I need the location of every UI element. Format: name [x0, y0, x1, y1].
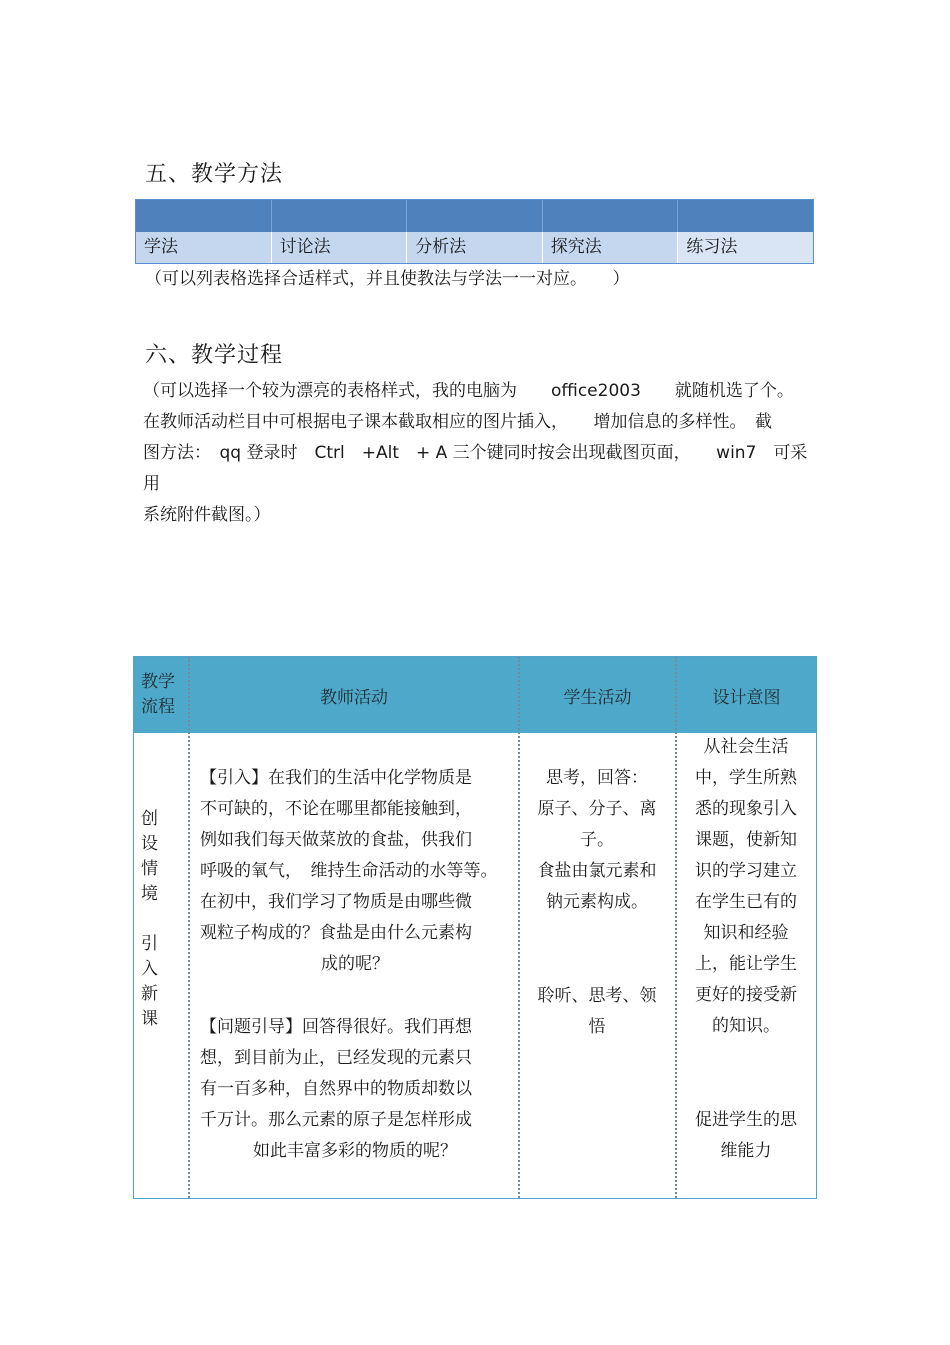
student-activity-listen [526, 981, 668, 1043]
flow-char: 境 [141, 884, 158, 904]
flow-char: 引 [141, 934, 158, 954]
process-note-line: 在教师活动栏目中可根据电子课本截取相应的图片插入， 增加信息的多样性。 截 [143, 412, 772, 432]
text-line: 课题，使新知 [695, 830, 797, 850]
flow-char: 情 [141, 859, 158, 879]
text-line: 在学生已有的 [695, 892, 797, 912]
method-cell: 分析法 [407, 232, 543, 263]
process-note-line: 系统附件截图。） [143, 505, 271, 525]
text-line: 思考，回答： [546, 768, 648, 788]
text-line: 从社会生活 [703, 737, 789, 757]
text-line: 食盐由氯元素和 [537, 861, 657, 881]
text-line: 更好的接受新 [695, 985, 797, 1005]
text-line: 上，能让学生 [695, 954, 797, 974]
text-line: 维能力 [720, 1141, 772, 1161]
text-line: 成的呢？ [321, 954, 389, 974]
header-flow-line: 流程 [141, 697, 175, 717]
header-flow [134, 657, 188, 733]
text-line: 观粒子构成的？食盐是由什么元素构 [200, 923, 472, 943]
text-line: 子。 [580, 830, 614, 850]
flow-char: 入 [141, 959, 158, 979]
method-cell: 学法 [136, 232, 272, 263]
text-line: 呼吸的氧气， 维持生命活动的水等等。 [200, 861, 498, 881]
flow-char: 课 [141, 1009, 158, 1029]
flow-label-create [141, 807, 163, 907]
column-divider [675, 657, 677, 1198]
process-note [143, 376, 808, 531]
student-activity-answer [526, 763, 668, 918]
text-line: 中，学生所熟 [695, 768, 797, 788]
teacher-activity-question [200, 1012, 510, 1167]
teaching-method-table [135, 199, 814, 264]
text-line: 【问题引导】回答得很好。我们再想 [200, 1017, 472, 1037]
text-line: 促进学生的思 [695, 1110, 797, 1130]
text-line: 钠元素构成。 [546, 892, 648, 912]
method-cell: 探究法 [543, 232, 679, 263]
flow-char: 创 [141, 809, 158, 829]
text-line: 悟 [588, 1017, 606, 1037]
method-table-header [136, 200, 813, 232]
column-divider [518, 657, 520, 1198]
text-line: 悉的现象引入 [695, 799, 797, 819]
design-intent-2 [683, 1105, 809, 1167]
header-teacher: 教师活动 [320, 687, 388, 708]
process-note-line: （可以选择一个较为漂亮的表格样式，我的电脑为 office2003 就随机选了个。 [143, 381, 794, 401]
method-cell: 讨论法 [272, 232, 408, 263]
text-line: 【引入】在我们的生活中化学物质是 [200, 768, 472, 788]
section-title-methods: 五、教学方法 [145, 162, 284, 187]
method-cell: 练习法 [678, 232, 813, 263]
flow-label-intro [141, 932, 163, 1032]
text-line: 的知识。 [712, 1016, 780, 1036]
teaching-process-table [133, 656, 817, 1199]
header-student: 学生活动 [563, 687, 632, 708]
text-line: 聆听、思考、领 [537, 986, 657, 1006]
design-intent-1 [683, 732, 809, 1042]
text-line: 识的学习建立 [695, 861, 797, 881]
text-line: 原子、分子、离 [537, 799, 657, 819]
flow-char: 新 [141, 984, 158, 1004]
text-line: 不可缺的，不论在哪里都能接触到， [200, 799, 472, 819]
header-flow-line: 教学 [141, 672, 175, 692]
text-line: 千万计。那么元素的原子是怎样形成 [200, 1110, 472, 1130]
text-line: 如此丰富多彩的物质的呢？ [253, 1141, 457, 1161]
flow-char: 设 [141, 834, 158, 854]
method-table-row [136, 232, 813, 263]
section-title-process: 六、教学过程 [145, 343, 284, 368]
text-line: 知识和经验 [703, 923, 789, 943]
text-line: 在初中，我们学习了物质是由哪些微 [200, 892, 472, 912]
text-line: 想，到目前为止，已经发现的元素只 [200, 1048, 472, 1068]
method-note: （可以列表格选择合适样式，并且使教法与学法一一对应。 ） [145, 269, 630, 289]
process-note-line: 图方法： qq 登录时 Ctrl +Alt + A 三个键同时按会出现截图页面， win7 可采用 [143, 443, 808, 494]
header-design: 设计意图 [712, 687, 781, 708]
teacher-activity-intro [200, 763, 510, 980]
column-divider [188, 657, 190, 1198]
text-line: 有一百多种，自然界中的物质却数以 [200, 1079, 472, 1099]
text-line: 例如我们每天做菜放的食盐，供我们 [200, 830, 472, 850]
